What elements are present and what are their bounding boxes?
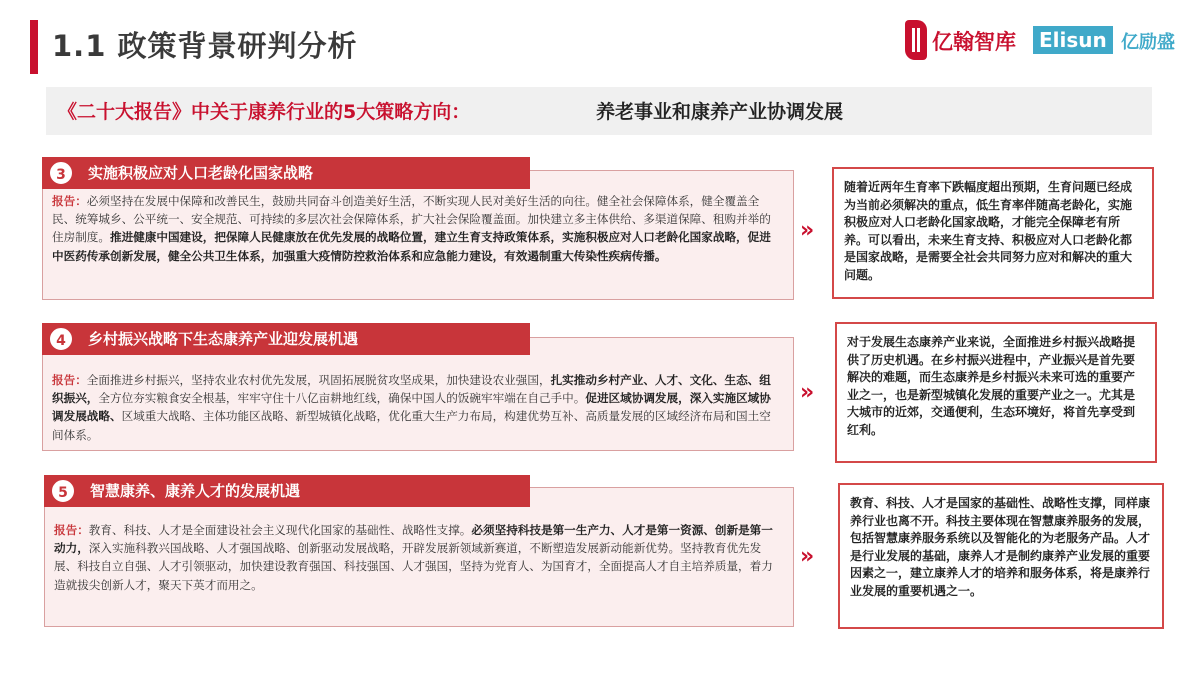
section-4-label: 报告： [52, 373, 87, 387]
section-3-label: 报告： [52, 194, 87, 208]
brand-logos [905, 18, 1175, 68]
title-accent-bar [30, 20, 38, 74]
section-5-summary: 教育、科技、人才是国家的基础性、战略性支撑，同样康养行业也离不开。科技主要体现在智慧康养服务的发展，包括智慧康养服务系统以及智能化的为老服务产品。人才是行业发展的基础，康养人才是制约康养产业发展的重要因素之一，建立康养人才的培养和服务体系，将是康养行业发展的重要机遇之一。 [838, 483, 1164, 629]
section-3-number: 3 [48, 160, 74, 186]
logo-yilisheng-text: 亿励盛 [1121, 32, 1175, 53]
section-3-body [52, 192, 780, 265]
section-4-heading: 乡村振兴战略下生态康养产业迎发展机遇 [88, 330, 359, 348]
arrow-5-icon: » [800, 544, 815, 569]
subtitle-dark-text: 养老事业和康养产业协调发展 [596, 101, 844, 123]
section-3-heading: 实施积极应对人口老龄化国家战略 [88, 164, 314, 182]
section-5-text-2: 深入实施科教兴国战略、人才强国战略、创新驱动发展战略，开辟发展新领域新赛道，不断塑造发展新动能新优势。坚持教育优先发展、科技自立自强、人才引领驱动，加快建设教育强国、科技强国、人才强国，坚持为党育人、为国育才，全面提高人才自主培养质量，着力造就拔尖创新人才，聚天下英才而用之。 [54, 541, 773, 592]
yihan-logo-icon [905, 20, 927, 60]
section-4-number: 4 [48, 326, 74, 352]
section-4-bold-text: 扎实推动乡村产业、人才、文化、生态、组织振兴， [52, 373, 771, 406]
logo-elisun-text: Elisun [1033, 26, 1113, 54]
section-4-header [42, 323, 530, 355]
section-4-text-3: 区域重大战略、主体功能区战略、新型城镇化战略，优化重大生产力布局，构建优势互补、高质量发展的区域经济布局和国土空间体系。 [52, 409, 771, 442]
section-4-body [52, 371, 780, 444]
section-5-label: 报告： [54, 523, 89, 537]
section-5-header [44, 475, 530, 507]
section-5-heading: 智慧康养、康养人才的发展机遇 [90, 482, 301, 500]
subtitle-red-text: 《二十大报告》中关于康养行业的5大策略方向： [58, 101, 471, 123]
section-5-bold-text: 必须坚持科技是第一生产力、人才是第一资源、创新是第一动力， [54, 523, 773, 556]
section-4-text: 全面推进乡村振兴，坚持农业农村优先发展，巩固拓展脱贫攻坚成果，加快建设农业强国， [86, 373, 551, 387]
arrow-4-icon: » [800, 380, 815, 405]
logo-yihan-text: 亿翰智库 [932, 30, 1016, 54]
section-4-bold-text-2: 促进区域协调发展，深入实施区域协调发展战略、 [52, 391, 771, 424]
section-5-text: 教育、科技、人才是全面建设社会主义现代化国家的基础性、战略性支撑。 [88, 523, 472, 537]
section-5-body [54, 521, 780, 594]
section-3-text: 必须坚持在发展中保障和改善民生，鼓励共同奋斗创造美好生活，不断实现人民对美好生活的向往。健全社会保障体系，健全覆盖全民、统筹城乡、公平统一、安全规范、可持续的多层次社会保障体系，扩大社会保险覆盖面。加快建立多主体供给、多渠道保障、租购并举的住房制度。 [52, 194, 771, 245]
section-4-text-2: 全方位夯实粮食安全根基，牢牢守住十八亿亩耕地红线，确保中国人的饭碗牢牢端在自己手中。 [98, 391, 586, 406]
section-3-header [42, 157, 530, 189]
arrow-3-icon: » [800, 218, 815, 243]
section-3-summary: 随着近两年生育率下跌幅度超出预期，生育问题已经成为当前必须解决的重点，低生育率伴随高老龄化，实施积极应对人口老龄化国家战略，才能完全保障老有所养。可以看出，未来生育支持、积极应对人口老龄化都是国家战略，是需要全社会共同努力应对和解决的重大问题。 [832, 167, 1154, 299]
section-4-summary: 对于发展生态康养产业来说，全面推进乡村振兴战略提供了历史机遇。在乡村振兴进程中，产业振兴是首先要解决的难题，而生态康养是乡村振兴未来可选的重要产业之一，也是新型城镇化发展的重要产业之一。尤其是大城市的近郊，交通便利，生态环境好，将首先享受到红利。 [835, 322, 1157, 463]
page-title: 1.1 政策背景研判分析 [52, 29, 358, 63]
section-3-bold-text: 推进健康中国建设，把保障人民健康放在优先发展的战略位置，建立生育支持政策体系，实施积极应对人口老龄化国家战略，促进中医药传承创新发展，健全公共卫生体系，加强重大疫情防控救治体系和应急能力建设，有效遏制重大传染性疾病传播。 [52, 230, 771, 263]
section-5-number: 5 [50, 478, 76, 504]
